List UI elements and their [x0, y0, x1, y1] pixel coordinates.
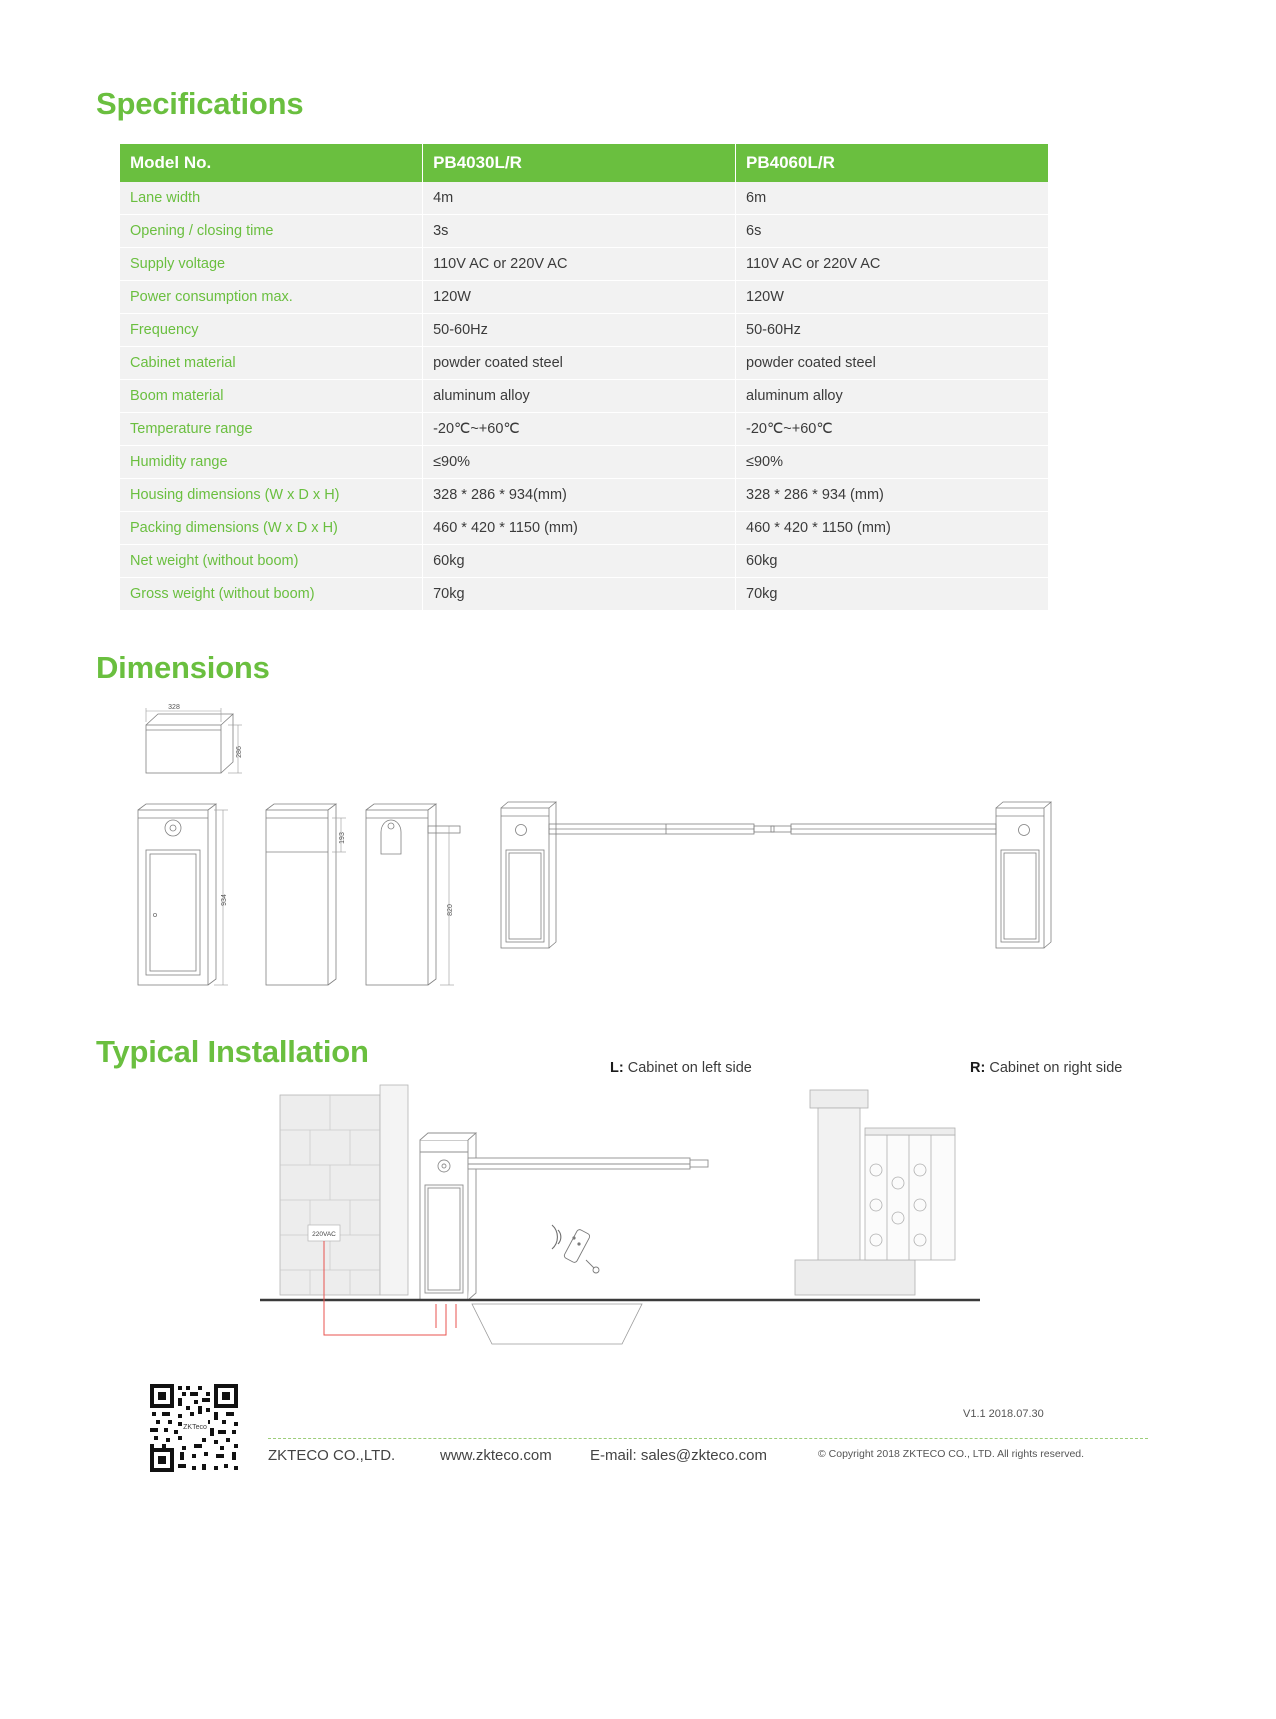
row-value-pb4030: 4m: [423, 182, 736, 215]
table-body: [120, 182, 1048, 611]
column-header-pb4060: PB4060L/R: [736, 144, 1048, 182]
row-label: Lane width: [120, 182, 423, 215]
row-label: Supply voltage: [120, 248, 423, 281]
footer-divider: [268, 1438, 1148, 1439]
row-value-pb4060: 70kg: [736, 578, 1048, 611]
row-value-pb4030: aluminum alloy: [423, 380, 736, 413]
footer-email[interactable]: E-mail: sales@zkteco.com: [590, 1447, 767, 1464]
dim-label-depth: 286: [236, 746, 243, 758]
footer-version: V1.1 2018.07.30: [963, 1408, 1044, 1420]
row-value-pb4030: 110V AC or 220V AC: [423, 248, 736, 281]
specifications-heading: Specifications: [96, 86, 304, 121]
row-value-pb4030: 328 * 286 * 934(mm): [423, 479, 736, 512]
row-label: Humidity range: [120, 446, 423, 479]
row-value-pb4030: -20℃~+60℃: [423, 413, 736, 446]
dim-label-height: 934: [221, 894, 228, 906]
row-value-pb4060: 460 * 420 * 1150 (mm): [736, 512, 1048, 545]
row-value-pb4030: 3s: [423, 215, 736, 248]
table-row: [120, 215, 1048, 248]
row-label: Frequency: [120, 314, 423, 347]
row-value-pb4060: 50-60Hz: [736, 314, 1048, 347]
row-label: Housing dimensions (W x D x H): [120, 479, 423, 512]
row-value-pb4030: 60kg: [423, 545, 736, 578]
dimensions-svg: [96, 700, 1180, 1010]
table-row: [120, 281, 1048, 314]
qr-code: [148, 1382, 240, 1474]
row-label: Power consumption max.: [120, 281, 423, 314]
table-row: [120, 512, 1048, 545]
table-row: [120, 314, 1048, 347]
table-header: [120, 144, 1048, 182]
footer-website-link[interactable]: www.zkteco.com: [440, 1447, 552, 1464]
row-value-pb4060: 6s: [736, 215, 1048, 248]
row-value-pb4030: 460 * 420 * 1150 (mm): [423, 512, 736, 545]
table-row: [120, 578, 1048, 611]
table-row: [120, 347, 1048, 380]
row-value-pb4030: 50-60Hz: [423, 314, 736, 347]
row-label: Boom material: [120, 380, 423, 413]
table-row: [120, 479, 1048, 512]
caption-right-text: Cabinet on right side: [985, 1060, 1123, 1076]
dimensions-drawings: [96, 700, 1180, 1010]
installation-diagram: [250, 1080, 1000, 1370]
row-label: Cabinet material: [120, 347, 423, 380]
row-value-pb4060: 6m: [736, 182, 1048, 215]
specifications-table: [120, 144, 1048, 611]
caption-right-cabinet: [970, 1060, 1122, 1076]
footer-company: ZKTECO CO.,LTD.: [268, 1447, 396, 1464]
row-value-pb4060: 60kg: [736, 545, 1048, 578]
row-value-pb4060: 110V AC or 220V AC: [736, 248, 1048, 281]
installation-svg: [250, 1080, 1000, 1370]
footer-copyright: © Copyright 2018 ZKTECO CO., LTD. All rights reserved.: [818, 1448, 1085, 1460]
table-row: [120, 248, 1048, 281]
row-value-pb4060: -20℃~+60℃: [736, 413, 1048, 446]
row-value-pb4030: 120W: [423, 281, 736, 314]
caption-left-bold: L:: [610, 1060, 624, 1076]
dimensions-heading: Dimensions: [96, 650, 270, 685]
dim-label-width: 328: [168, 704, 180, 711]
column-header-pb4030: PB4030L/R: [423, 144, 736, 182]
row-label: Temperature range: [120, 413, 423, 446]
row-label: Gross weight (without boom): [120, 578, 423, 611]
dim-label-window: 193: [339, 832, 346, 844]
table-row: [120, 413, 1048, 446]
qr-logo-text: ZKTeco: [183, 1424, 207, 1431]
row-label: Net weight (without boom): [120, 545, 423, 578]
row-value-pb4060: 328 * 286 * 934 (mm): [736, 479, 1048, 512]
power-label: 220VAC: [312, 1231, 336, 1238]
installation-heading: Typical Installation: [96, 1034, 369, 1069]
table-row: [120, 182, 1048, 215]
table-header-row: [120, 144, 1048, 182]
row-value-pb4060: powder coated steel: [736, 347, 1048, 380]
row-value-pb4030: 70kg: [423, 578, 736, 611]
table-row: [120, 380, 1048, 413]
row-label: Packing dimensions (W x D x H): [120, 512, 423, 545]
caption-left-text: Cabinet on left side: [623, 1060, 752, 1076]
column-header-model: Model No.: [120, 144, 423, 182]
caption-right-bold: R:: [970, 1060, 986, 1076]
row-value-pb4060: aluminum alloy: [736, 380, 1048, 413]
row-value-pb4060: 120W: [736, 281, 1048, 314]
row-value-pb4030: powder coated steel: [423, 347, 736, 380]
row-value-pb4030: ≤90%: [423, 446, 736, 479]
table-row: [120, 446, 1048, 479]
row-value-pb4060: ≤90%: [736, 446, 1048, 479]
caption-left-cabinet: [610, 1060, 752, 1076]
row-label: Opening / closing time: [120, 215, 423, 248]
dim-label-side-height: 820: [447, 904, 454, 916]
table-row: [120, 545, 1048, 578]
